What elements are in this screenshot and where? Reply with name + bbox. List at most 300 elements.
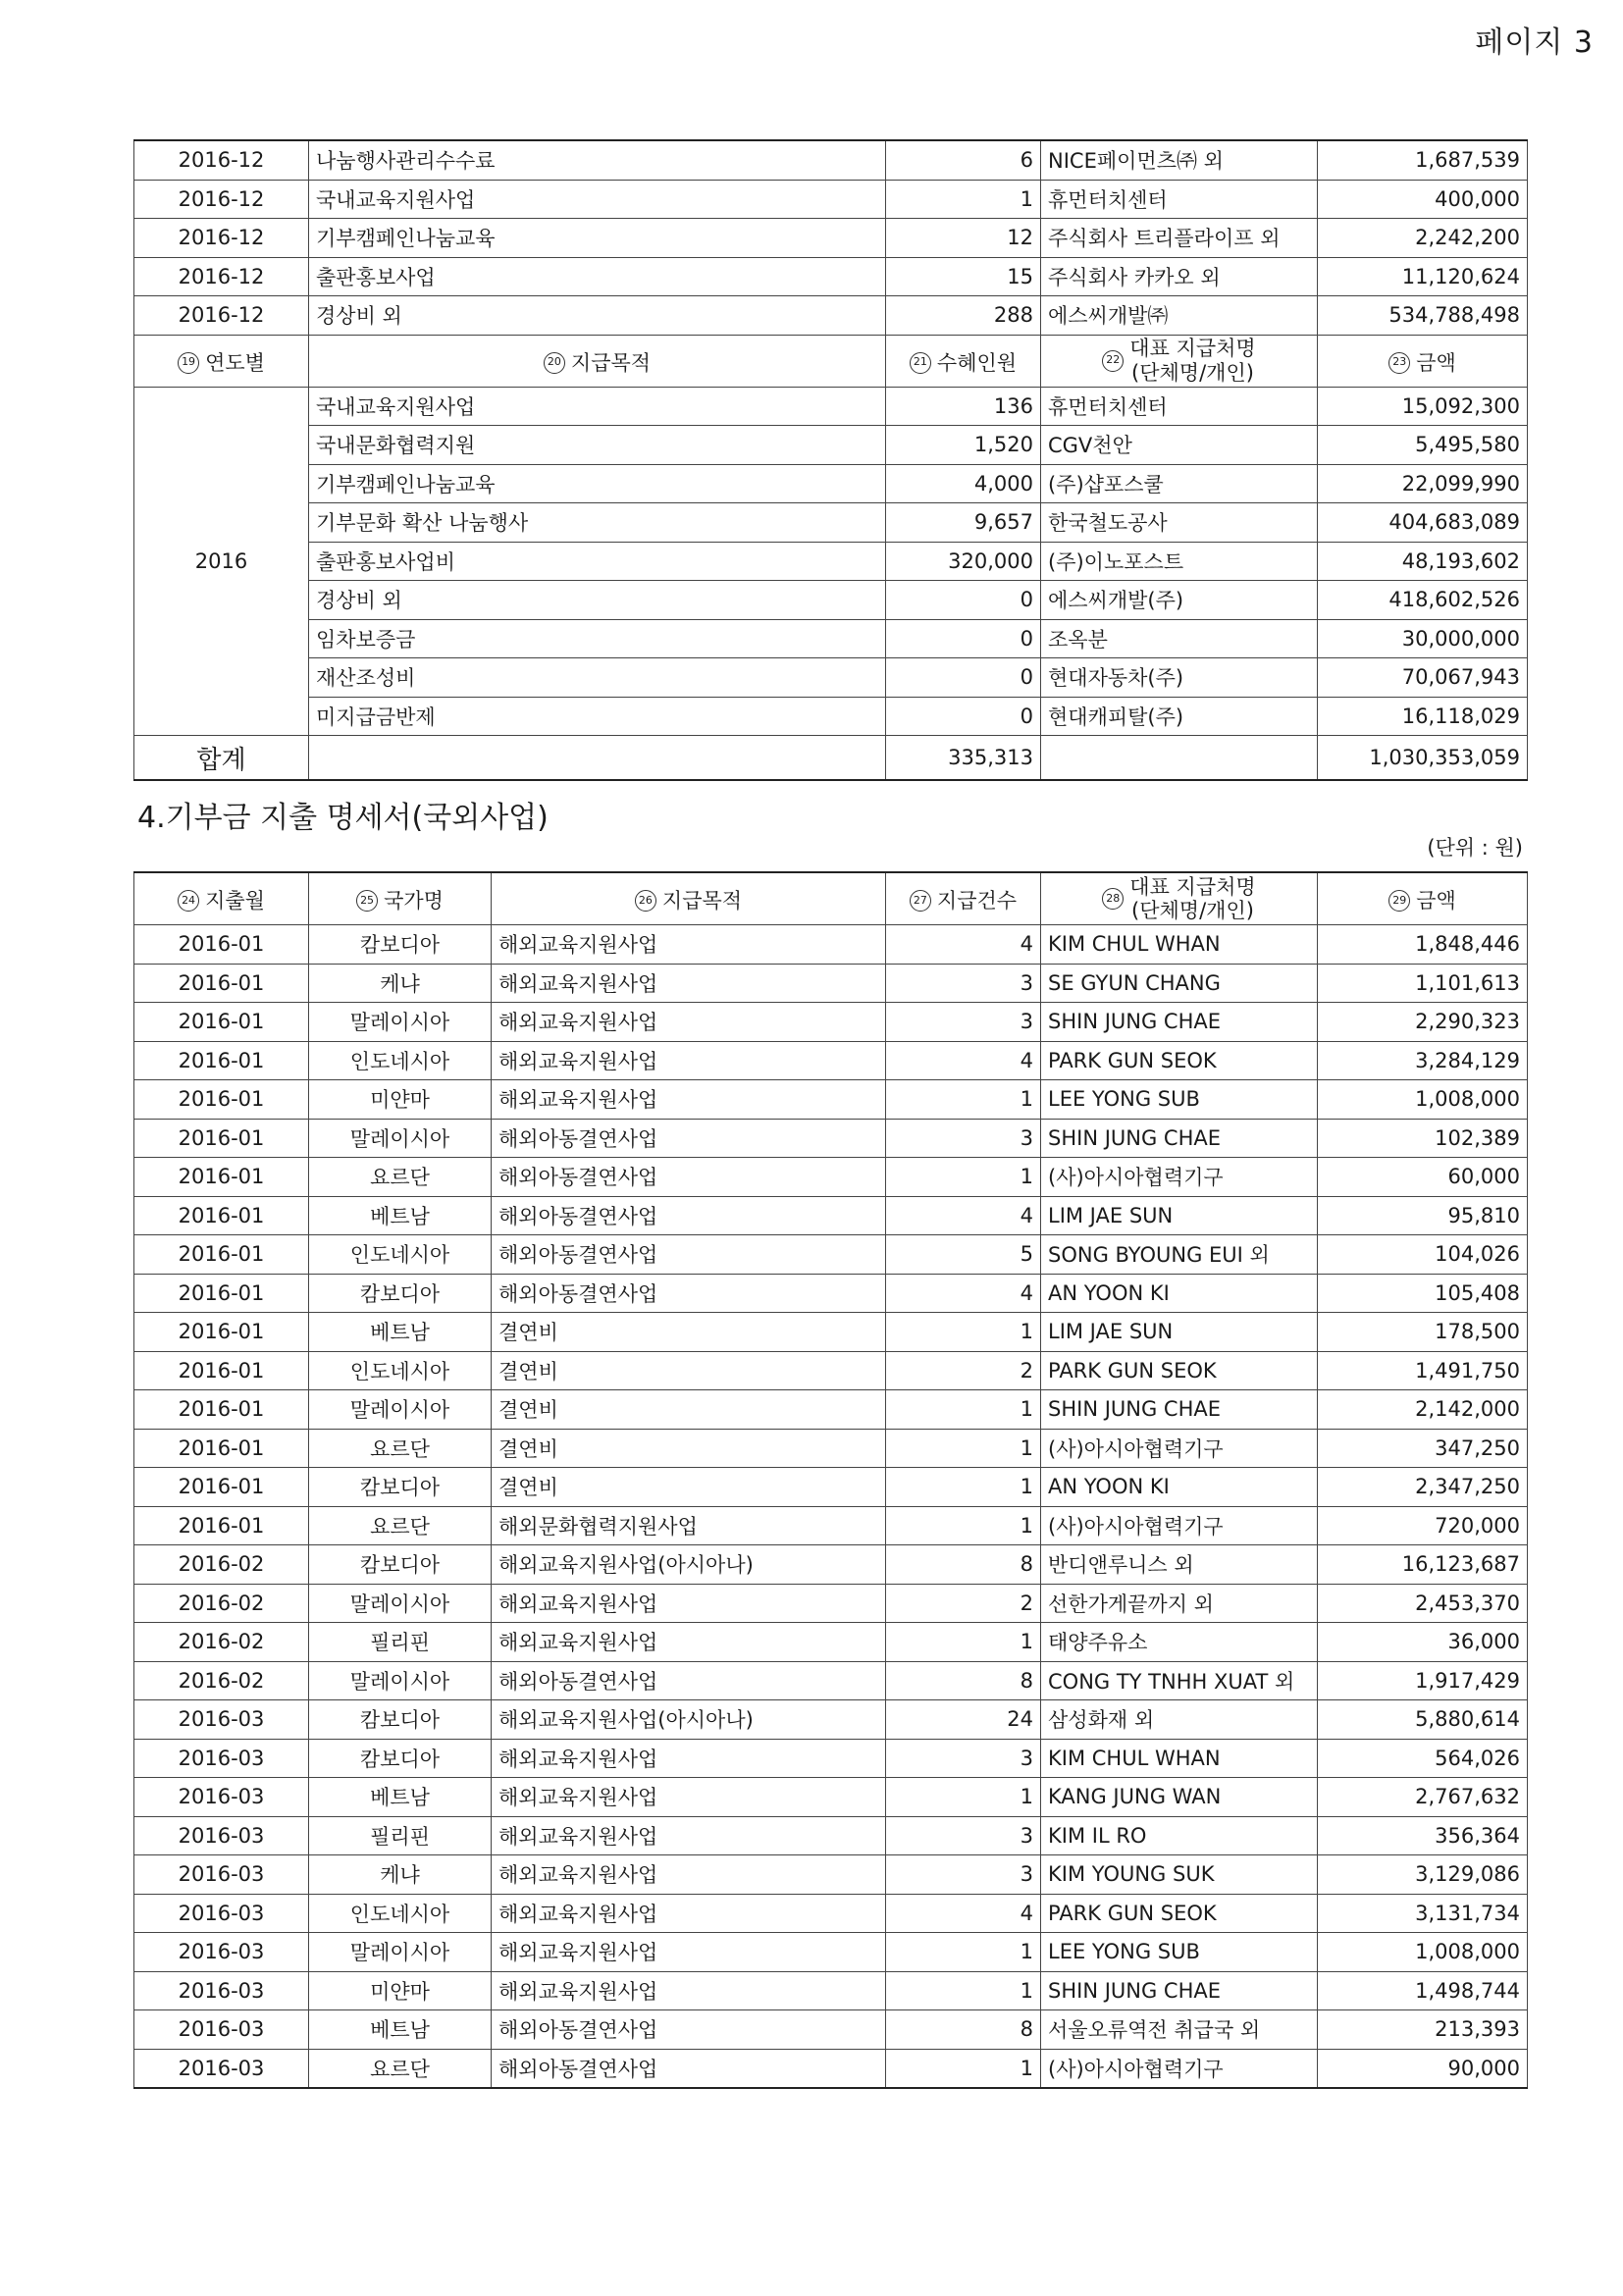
count-cell: 1 [886,1390,1041,1430]
month-cell: 2016-03 [134,1700,309,1740]
count-cell: 9,657 [886,503,1041,543]
country-cell: 케냐 [309,964,492,1003]
count-cell: 8 [886,1661,1041,1700]
amount-cell: 5,880,614 [1318,1700,1528,1740]
count-cell: 0 [886,619,1041,658]
month-cell: 2016-03 [134,1894,309,1933]
payee-cell: PARK GUN SEOK [1041,1894,1318,1933]
table-row [134,1390,1528,1430]
payee-cell: (사)아시아협력기구 [1041,1506,1318,1545]
table-row [134,1119,1528,1158]
table-row [134,140,1528,180]
amount-cell: 15,092,300 [1318,387,1528,426]
amount-cell: 178,500 [1318,1313,1528,1352]
count-cell: 12 [886,219,1041,258]
payee-cell: KIM CHUL WHAN [1041,1739,1318,1778]
month-cell: 2016-01 [134,1080,309,1120]
header-c5 [1318,335,1528,387]
table-row [134,1855,1528,1895]
purpose-cell: 해외아동결연사업 [492,1196,886,1235]
payee-cell: 선한가게끝까지 외 [1041,1584,1318,1623]
amount-cell: 400,000 [1318,180,1528,219]
month-cell: 2016-02 [134,1584,309,1623]
header-sublabel: (단체명/개인) [1131,360,1254,385]
country-cell: 필리핀 [309,1816,492,1855]
month-cell: 2016-01 [134,925,309,965]
payee-cell: LIM JAE SUN [1041,1196,1318,1235]
count-cell: 320,000 [886,542,1041,581]
table-row [134,658,1528,698]
header-label: 연도별 [205,350,265,375]
count-cell: 0 [886,581,1041,620]
purpose-cell: 국내문화협력지원 [309,426,886,465]
amount-cell: 356,364 [1318,1816,1528,1855]
count-cell: 2 [886,1584,1041,1623]
month-cell: 2016-01 [134,1158,309,1197]
purpose-cell: 기부캠페인나눔교육 [309,219,886,258]
payee-cell: 휴먼터치센터 [1041,387,1318,426]
count-cell: 15 [886,257,1041,296]
month-cell: 2016-02 [134,1623,309,1662]
count-cell: 1,520 [886,426,1041,465]
month-cell: 2016-03 [134,1778,309,1817]
payee-cell: 삼성화재 외 [1041,1700,1318,1740]
purpose-cell: 출판홍보사업비 [309,542,886,581]
country-cell: 말레이시아 [309,1933,492,1972]
amount-cell: 1,848,446 [1318,925,1528,965]
count-cell: 3 [886,964,1041,1003]
purpose-cell: 경상비 외 [309,296,886,336]
payee-cell: CONG TY TNHH XUAT 외 [1041,1661,1318,1700]
amount-cell: 2,453,370 [1318,1584,1528,1623]
total-row [134,736,1528,781]
table-row [134,1778,1528,1817]
purpose-cell: 해외아동결연사업 [492,2049,886,2088]
table-header-row [134,872,1528,925]
amount-cell: 2,142,000 [1318,1390,1528,1430]
country-cell: 베트남 [309,1778,492,1817]
purpose-cell: 해외교육지원사업 [492,1933,886,1972]
amount-cell: 22,099,990 [1318,464,1528,503]
empty-cell [1041,736,1318,781]
count-cell: 5 [886,1235,1041,1275]
table-row [134,1894,1528,1933]
amount-cell: 1,491,750 [1318,1351,1528,1390]
purpose-cell: 기부캠페인나눔교육 [309,464,886,503]
purpose-cell: 해외교육지원사업 [492,1894,886,1933]
table-row [134,619,1528,658]
page-number: 페이지 3 [1475,26,1594,60]
table-row [134,964,1528,1003]
amount-cell: 48,193,602 [1318,542,1528,581]
table-row [134,1041,1528,1080]
table-row [134,1235,1528,1275]
table-row [134,2049,1528,2088]
country-cell: 말레이시아 [309,1390,492,1430]
purpose-cell: 해외문화협력지원사업 [492,1506,886,1545]
total-count-cell: 335,313 [886,736,1041,781]
count-cell: 1 [886,1080,1041,1120]
header-label: 수혜인원 [936,350,1018,375]
country-cell: 요르단 [309,1429,492,1468]
payee-cell: (주)이노포스트 [1041,542,1318,581]
month-cell: 2016-01 [134,1274,309,1313]
purpose-cell: 결연비 [492,1390,886,1430]
country-cell: 인도네시아 [309,1041,492,1080]
payee-cell: (주)샵포스쿨 [1041,464,1318,503]
payee-cell: 현대자동차(주) [1041,658,1318,698]
count-cell: 136 [886,387,1041,426]
circled-number-icon: 20 [544,352,565,374]
date-cell: 2016-12 [134,219,309,258]
header-label: 금액 [1416,889,1456,913]
header-label: 지급목적 [661,889,743,913]
month-cell: 2016-03 [134,1971,309,2010]
purpose-cell: 해외교육지원사업 [492,1971,886,2010]
month-cell: 2016-01 [134,1003,309,1042]
count-cell: 1 [886,1623,1041,1662]
table-row [134,1545,1528,1585]
purpose-cell: 해외교육지원사업 [492,925,886,965]
count-cell: 3 [886,1855,1041,1895]
table-row [134,1700,1528,1740]
purpose-cell: 미지급금반제 [309,697,886,736]
purpose-cell: 결연비 [492,1429,886,1468]
amount-cell: 3,284,129 [1318,1041,1528,1080]
year-cell: 2016 [134,387,309,736]
country-cell: 캄보디아 [309,1274,492,1313]
amount-cell: 90,000 [1318,2049,1528,2088]
purpose-cell: 해외교육지원사업 [492,964,886,1003]
circled-number-icon: 23 [1388,352,1410,374]
purpose-cell: 해외아동결연사업 [492,1661,886,1700]
count-cell: 6 [886,140,1041,180]
purpose-cell: 해외아동결연사업 [492,1119,886,1158]
date-cell: 2016-12 [134,296,309,336]
header-c3 [886,335,1041,387]
payee-cell: 태양주유소 [1041,1623,1318,1662]
payee-cell: KIM IL RO [1041,1816,1318,1855]
count-cell: 1 [886,1933,1041,1972]
purpose-cell: 국내교육지원사업 [309,387,886,426]
amount-cell: 1,008,000 [1318,1933,1528,1972]
purpose-cell: 해외교육지원사업 [492,1623,886,1662]
purpose-cell: 결연비 [492,1468,886,1507]
count-cell: 1 [886,1313,1041,1352]
purpose-cell: 해외교육지원사업 [492,1855,886,1895]
amount-cell: 102,389 [1318,1119,1528,1158]
amount-cell: 2,290,323 [1318,1003,1528,1042]
table-row [134,1739,1528,1778]
count-cell: 1 [886,1971,1041,2010]
purpose-cell: 해외교육지원사업 [492,1778,886,1817]
country-cell: 캄보디아 [309,1700,492,1740]
table-header-row [134,335,1528,387]
purpose-cell: 해외아동결연사업 [492,2010,886,2050]
header-label: 국가명 [384,889,444,913]
amount-cell: 16,118,029 [1318,697,1528,736]
table-row [134,1623,1528,1662]
amount-cell: 1,498,744 [1318,1971,1528,2010]
payee-cell: 주식회사 트리플라이프 외 [1041,219,1318,258]
unit-label: (단위 : 원) [1427,836,1523,860]
header-label: 지급건수 [936,889,1018,913]
purpose-cell: 나눔행사관리수수료 [309,140,886,180]
table-row [134,1468,1528,1507]
table-row [134,219,1528,258]
amount-cell: 534,788,498 [1318,296,1528,336]
country-cell: 캄보디아 [309,1468,492,1507]
header-c5 [1041,872,1318,925]
payee-cell: 휴먼터치센터 [1041,180,1318,219]
payee-cell: KIM YOUNG SUK [1041,1855,1318,1895]
table-row [134,180,1528,219]
circled-number-icon: 29 [1388,890,1410,912]
payee-cell: SHIN JUNG CHAE [1041,1390,1318,1430]
count-cell: 288 [886,296,1041,336]
table-row [134,503,1528,543]
count-cell: 1 [886,2049,1041,2088]
amount-cell: 1,687,539 [1318,140,1528,180]
total-amount-cell: 1,030,353,059 [1318,736,1528,781]
table-row [134,925,1528,965]
count-cell: 0 [886,658,1041,698]
count-cell: 1 [886,1506,1041,1545]
purpose-cell: 기부문화 확산 나눔행사 [309,503,886,543]
header-c4 [1041,335,1318,387]
count-cell: 3 [886,1739,1041,1778]
count-cell: 1 [886,1468,1041,1507]
amount-cell: 1,917,429 [1318,1661,1528,1700]
count-cell: 4 [886,1041,1041,1080]
purpose-cell: 해외교육지원사업(아시아나) [492,1700,886,1740]
country-cell: 인도네시아 [309,1351,492,1390]
payee-cell: LIM JAE SUN [1041,1313,1318,1352]
country-cell: 케냐 [309,1855,492,1895]
table-row [134,387,1528,426]
amount-cell: 2,242,200 [1318,219,1528,258]
payee-cell: CGV천안 [1041,426,1318,465]
country-cell: 요르단 [309,1506,492,1545]
month-cell: 2016-03 [134,1739,309,1778]
overseas-expense-table [133,871,1528,2089]
table-row [134,1274,1528,1313]
table-row [134,1351,1528,1390]
country-cell: 캄보디아 [309,1545,492,1585]
count-cell: 0 [886,697,1041,736]
payee-cell: AN YOON KI [1041,1274,1318,1313]
table-row [134,2010,1528,2050]
amount-cell: 347,250 [1318,1429,1528,1468]
header-label: 금액 [1416,350,1456,375]
payee-cell: 한국철도공사 [1041,503,1318,543]
payee-cell: PARK GUN SEOK [1041,1041,1318,1080]
month-cell: 2016-01 [134,1235,309,1275]
amount-cell: 418,602,526 [1318,581,1528,620]
circled-number-icon: 21 [910,352,931,374]
country-cell: 베트남 [309,1196,492,1235]
payee-cell: SHIN JUNG CHAE [1041,1971,1318,2010]
month-cell: 2016-01 [134,1506,309,1545]
table-row [134,542,1528,581]
count-cell: 4 [886,1196,1041,1235]
amount-cell: 2,347,250 [1318,1468,1528,1507]
country-cell: 요르단 [309,2049,492,2088]
count-cell: 4 [886,1894,1041,1933]
payee-cell: SONG BYOUNG EUI 외 [1041,1235,1318,1275]
month-cell: 2016-03 [134,2049,309,2088]
month-cell: 2016-03 [134,2010,309,2050]
purpose-cell: 결연비 [492,1313,886,1352]
payee-cell: SE GYUN CHANG [1041,964,1318,1003]
circled-number-icon: 28 [1102,888,1124,910]
country-cell: 인도네시아 [309,1894,492,1933]
country-cell: 말레이시아 [309,1003,492,1042]
amount-cell: 104,026 [1318,1235,1528,1275]
table-row [134,581,1528,620]
table-row [134,257,1528,296]
header-label: 대표 지급처명 [1129,337,1256,361]
circled-number-icon: 25 [356,890,378,912]
payee-cell: 에스씨개발㈜ [1041,296,1318,336]
purpose-cell: 임차보증금 [309,619,886,658]
country-cell: 캄보디아 [309,1739,492,1778]
amount-cell: 36,000 [1318,1623,1528,1662]
month-cell: 2016-03 [134,1855,309,1895]
amount-cell: 3,129,086 [1318,1855,1528,1895]
amount-cell: 3,131,734 [1318,1894,1528,1933]
table-row [134,1816,1528,1855]
month-cell: 2016-01 [134,1468,309,1507]
country-cell: 필리핀 [309,1623,492,1662]
payee-cell: LEE YONG SUB [1041,1080,1318,1120]
month-cell: 2016-03 [134,1816,309,1855]
table-row [134,1196,1528,1235]
country-cell: 베트남 [309,1313,492,1352]
table-row [134,1933,1528,1972]
purpose-cell: 해외아동결연사업 [492,1274,886,1313]
count-cell: 8 [886,1545,1041,1585]
purpose-cell: 재산조성비 [309,658,886,698]
payee-cell: 조옥분 [1041,619,1318,658]
month-cell: 2016-01 [134,1351,309,1390]
amount-cell: 95,810 [1318,1196,1528,1235]
circled-number-icon: 26 [635,890,656,912]
header-c1 [134,335,309,387]
amount-cell: 30,000,000 [1318,619,1528,658]
payee-cell: LEE YONG SUB [1041,1933,1318,1972]
country-cell: 미얀마 [309,1971,492,2010]
month-cell: 2016-01 [134,1313,309,1352]
header-c4 [886,872,1041,925]
purpose-cell: 해외교육지원사업 [492,1041,886,1080]
purpose-cell: 출판홍보사업 [309,257,886,296]
count-cell: 4 [886,925,1041,965]
table-row [134,1971,1528,2010]
amount-cell: 720,000 [1318,1506,1528,1545]
country-cell: 인도네시아 [309,1235,492,1275]
table-row [134,1080,1528,1120]
header-label: 지출월 [205,889,265,913]
amount-cell: 11,120,624 [1318,257,1528,296]
count-cell: 3 [886,1119,1041,1158]
payee-cell: 현대캐피탈(주) [1041,697,1318,736]
count-cell: 3 [886,1816,1041,1855]
country-cell: 베트남 [309,2010,492,2050]
month-cell: 2016-01 [134,964,309,1003]
total-label: 합계 [134,736,309,781]
month-cell: 2016-02 [134,1661,309,1700]
table-row [134,1661,1528,1700]
date-cell: 2016-12 [134,140,309,180]
amount-cell: 60,000 [1318,1158,1528,1197]
purpose-cell: 해외교육지원사업 [492,1584,886,1623]
table-row [134,1429,1528,1468]
amount-cell: 404,683,089 [1318,503,1528,543]
table-row [134,296,1528,336]
payee-cell: SHIN JUNG CHAE [1041,1119,1318,1158]
payee-cell: KIM CHUL WHAN [1041,925,1318,965]
payee-cell: (사)아시아협력기구 [1041,1429,1318,1468]
circled-number-icon: 24 [178,890,199,912]
header-label: 지급목적 [570,350,652,375]
purpose-cell: 해외교육지원사업 [492,1003,886,1042]
header-c2 [309,335,886,387]
amount-cell: 16,123,687 [1318,1545,1528,1585]
country-cell: 캄보디아 [309,925,492,965]
country-cell: 말레이시아 [309,1119,492,1158]
payee-cell: (사)아시아협력기구 [1041,1158,1318,1197]
count-cell: 4,000 [886,464,1041,503]
count-cell: 24 [886,1700,1041,1740]
amount-cell: 5,495,580 [1318,426,1528,465]
payee-cell: 주식회사 카카오 외 [1041,257,1318,296]
amount-cell: 1,008,000 [1318,1080,1528,1120]
country-cell: 말레이시아 [309,1661,492,1700]
header-c2 [309,872,492,925]
count-cell: 8 [886,2010,1041,2050]
circled-number-icon: 27 [910,890,931,912]
table-row [134,1506,1528,1545]
amount-cell: 70,067,943 [1318,658,1528,698]
domestic-expense-table [133,139,1528,781]
purpose-cell: 해외교육지원사업 [492,1739,886,1778]
payee-cell: AN YOON KI [1041,1468,1318,1507]
count-cell: 1 [886,1778,1041,1817]
payee-cell: 에스씨개발(주) [1041,581,1318,620]
month-cell: 2016-01 [134,1196,309,1235]
table-row [134,1003,1528,1042]
date-cell: 2016-12 [134,257,309,296]
table-row [134,1158,1528,1197]
month-cell: 2016-03 [134,1933,309,1972]
purpose-cell: 해외교육지원사업 [492,1080,886,1120]
amount-cell: 105,408 [1318,1274,1528,1313]
header-label: 대표 지급처명 [1129,874,1256,899]
payee-cell: PARK GUN SEOK [1041,1351,1318,1390]
payee-cell: (사)아시아협력기구 [1041,2049,1318,2088]
circled-number-icon: 19 [178,352,199,374]
payee-cell: SHIN JUNG CHAE [1041,1003,1318,1042]
table-row [134,697,1528,736]
table-row [134,1584,1528,1623]
month-cell: 2016-01 [134,1429,309,1468]
purpose-cell: 경상비 외 [309,581,886,620]
purpose-cell: 결연비 [492,1351,886,1390]
count-cell: 2 [886,1351,1041,1390]
table-row [134,464,1528,503]
amount-cell: 213,393 [1318,2010,1528,2050]
